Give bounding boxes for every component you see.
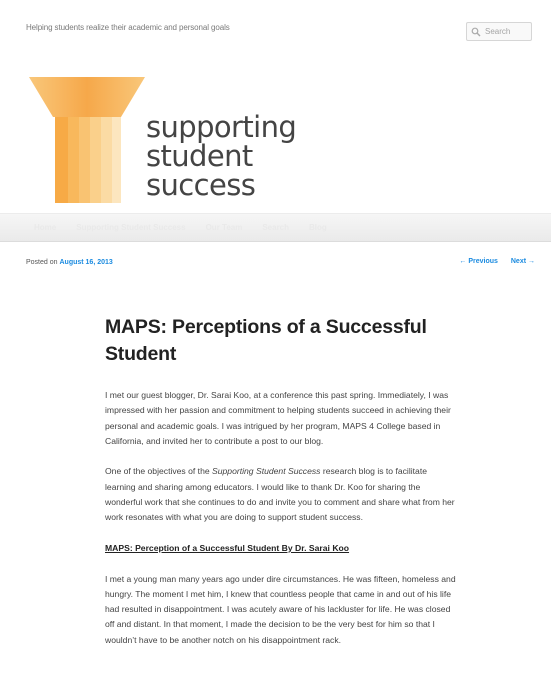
- post-date-link[interactable]: August 16, 2013: [59, 259, 113, 266]
- blog-name-emphasis: Supporting Student Success: [212, 466, 321, 477]
- posted-prefix: Posted on: [26, 259, 58, 266]
- nav-item-search[interactable]: Search: [262, 223, 290, 232]
- previous-post-link[interactable]: ← Previous: [459, 258, 498, 265]
- main-navigation: [0, 213, 551, 242]
- next-post-link[interactable]: Next →: [510, 258, 535, 265]
- search-icon: [471, 27, 481, 37]
- nav-item-blog[interactable]: Blog: [309, 223, 327, 232]
- paragraph-objectives: [105, 464, 459, 525]
- nav-item-supporting-student-success[interactable]: Supporting Student Success: [76, 223, 186, 232]
- post-content: [105, 388, 459, 663]
- site-logo-text[interactable]: [146, 110, 297, 202]
- logo-pillar-icon: [29, 77, 145, 203]
- logo-line-3: success: [146, 168, 256, 202]
- article-subheading: MAPS: Perception of a Successful Student By Dr. Sarai Koo: [105, 542, 350, 553]
- nav-item-home[interactable]: Home: [34, 223, 57, 232]
- paragraph-story: I met a young man many years ago under dire circumstances. He was fifteen, homeless and hungry. The moment I met him, I knew that countless people that came in and out of his life had resulted in disappointment. I was acutely aware of his lackluster for life. He was closed off and distant. In that moment, I made the decision to be the very best for him so that I wouldn’t have to be another notch on his disappointment rack.: [105, 573, 456, 645]
- post-navigation: [448, 258, 535, 265]
- nav-item-our-team[interactable]: Our Team: [205, 223, 243, 232]
- site-tagline: Helping students realize their academic and personal goals: [26, 23, 230, 32]
- search-box[interactable]: [466, 22, 532, 41]
- logo-line-1: supporting: [146, 110, 297, 144]
- paragraph-objectives-end: research blog is to facilitate learning and sharing among educators. I would like to thank Dr. Koo for sharing the wonderful work that she continues to do and invite you to comment and share what from her work resonates with what you are doing to support student success.: [105, 466, 455, 523]
- paragraph-intro: I met our guest blogger, Dr. Sarai Koo, at a conference this past spring. Immediately, I was impressed with her passion and commitment to helping students succeed in achieving their personal and academic goals. I was intrigued by her program, MAPS 4 College based in California, and invited her to contribute a post to our blog.: [105, 390, 451, 446]
- post-title: MAPS: Perceptions of a Successful Student: [105, 316, 427, 365]
- logo-line-2: student: [146, 139, 253, 173]
- post-meta: [26, 259, 113, 266]
- search-input[interactable]: [481, 27, 531, 36]
- paragraph-objectives-start: One of the objectives of the: [105, 466, 213, 477]
